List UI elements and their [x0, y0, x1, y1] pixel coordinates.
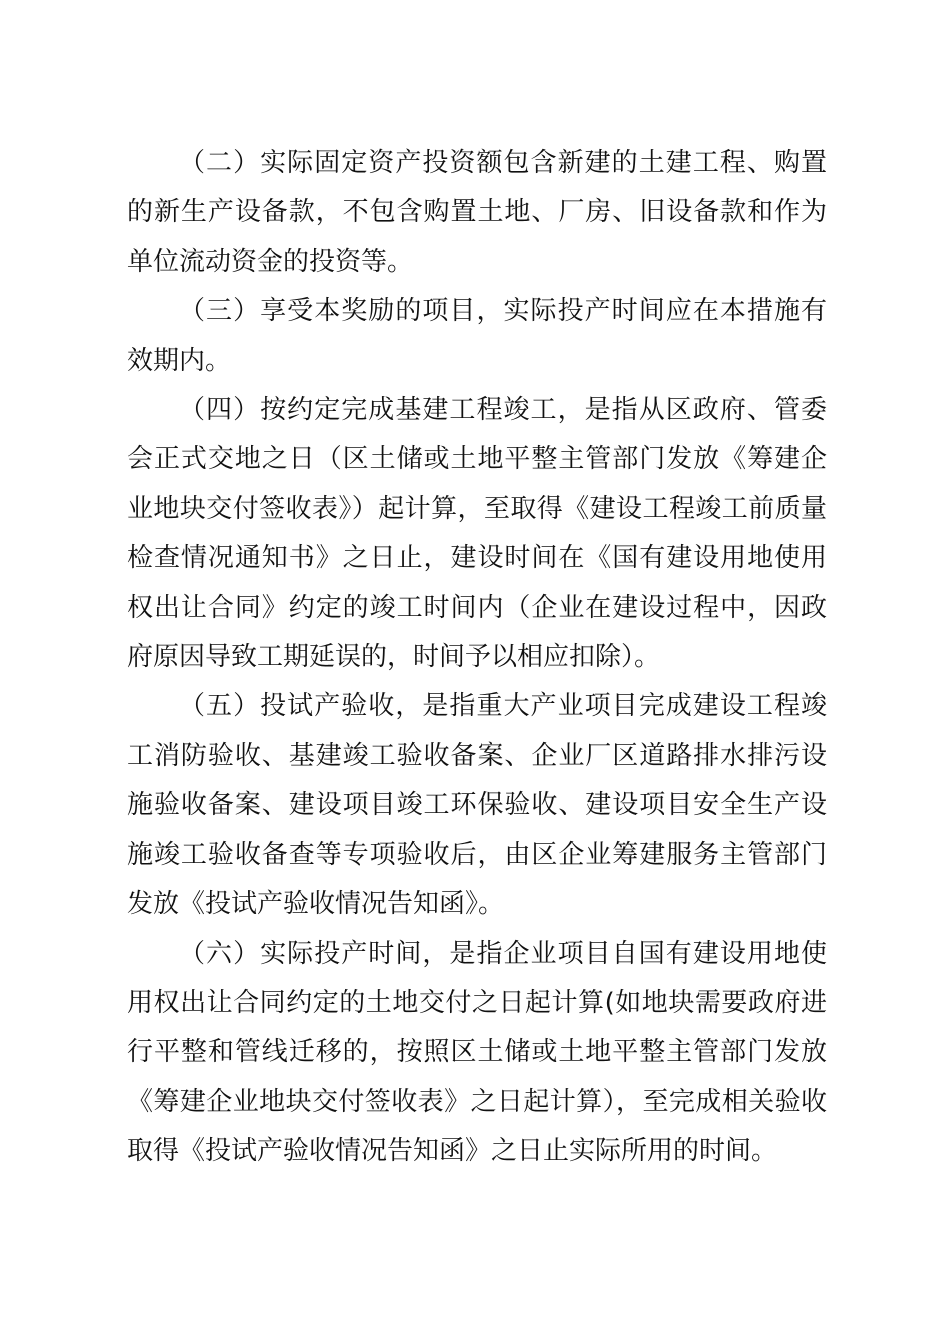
paragraph-section-5: （五）投试产验收，是指重大产业项目完成建设工程竣工消防验收、基建竣工验收备案、企业厂区道路排水排污设施验收备案、建设项目竣工环保验收、建设项目安全生产设施竣工验收备查等专项验收后，由区企业筹建服务主管部门发放《投试产验收情况告知函》。 — [127, 691, 827, 920]
paragraph-section-2: （二）实际固定资产投资额包含新建的土建工程、购置的新生产设备款，不包含购置土地、厂房、旧设备款和作为单位流动资金的投资等。 — [127, 148, 827, 277]
document-body — [127, 139, 827, 1177]
paragraph-section-3: （三）享受本奖励的项目，实际投产时间应在本措施有效期内。 — [127, 296, 827, 376]
paragraph-section-4: （四）按约定完成基建工程竣工，是指从区政府、管委会正式交地之日（区土储或土地平整主管部门发放《筹建企业地块交付签收表》）起计算，至取得《建设工程竣工前质量检查情况通知书》之日止，建设时间在《国有建设用地使用权出让合同》约定的竣工时间内（企业在建设过程中，因政府原因导致工期延误的，时间予以相应扣除）。 — [127, 395, 827, 673]
paragraph-section-6: （六）实际投产时间，是指企业项目自国有建设用地使用权出让合同约定的土地交付之日起计算(如地块需要政府进行平整和管线迁移的，按照区土储或土地平整主管部门发放《筹建企业地块交付签收表》之日起计算），至完成相关验收取得《投试产验收情况告知函》之日止实际所用的时间。 — [127, 938, 827, 1167]
